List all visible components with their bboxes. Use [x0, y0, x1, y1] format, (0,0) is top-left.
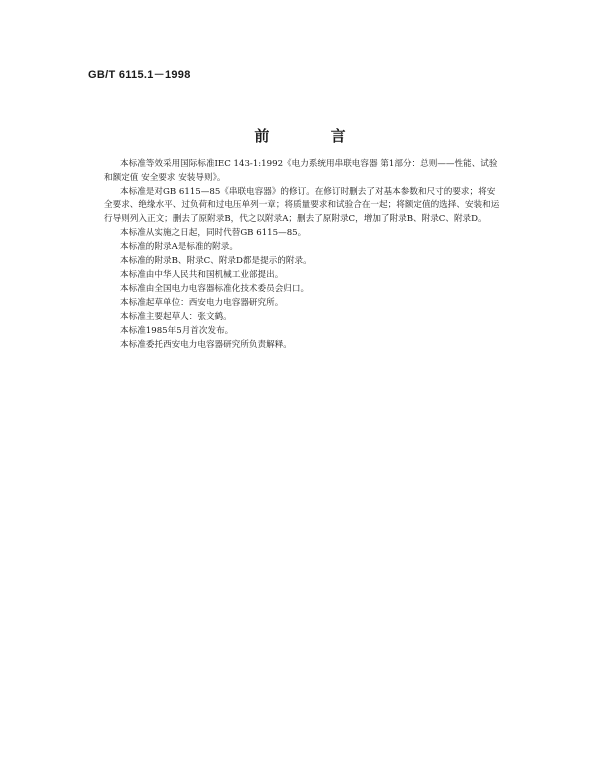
paragraph-replaces: 本标准从实施之日起，同时代替GB 6115—85。	[120, 227, 307, 238]
paragraph-first-issue: 本标准1985年5月首次发布。	[120, 325, 234, 336]
paragraph-committee: 本标准由全国电力电容器标准化技术委员会归口。	[120, 283, 310, 294]
paragraph-informative-annexes: 本标准的附录B、附录C、附录D都是提示的附录。	[120, 255, 312, 266]
paragraph-drafting-unit: 本标准起草单位：西安电力电容器研究所。	[120, 297, 284, 308]
paragraph-drafter: 本标准主要起草人：张文鹤。	[120, 311, 232, 322]
paragraph-proposer: 本标准由中华人民共和国机械工业部提出。	[120, 269, 284, 280]
foreword-body	[104, 158, 500, 352]
paragraph-normative-annex: 本标准的附录A是标准的附录。	[120, 241, 238, 252]
paragraph-revision: 本标准是对GB 6115—85《串联电容器》的修订。在修订时删去了对基本参数和尺寸的要求；将安全要求、绝缘水平、过负荷和过电压单列一章；将质量要求和试验合在一起；将额定值的选择、安装和运行导则列入正文；删去了原附录B，代之以附录A；删去了原附录C，增加了附录B、附录C、附录D。	[104, 186, 500, 224]
paragraph-interpretation: 本标准委托西安电力电容器研究所负责解释。	[120, 339, 292, 350]
standard-code: GB/T 6115.1－1998	[88, 69, 191, 81]
paragraph-adoption: 本标准等效采用国际标准IEC 143-1:1992《电力系统用串联电容器 第1部分：总则——性能、试验和额定值 安全要求 安装导则》。	[104, 159, 498, 183]
page-title: 前 言	[254, 127, 374, 145]
